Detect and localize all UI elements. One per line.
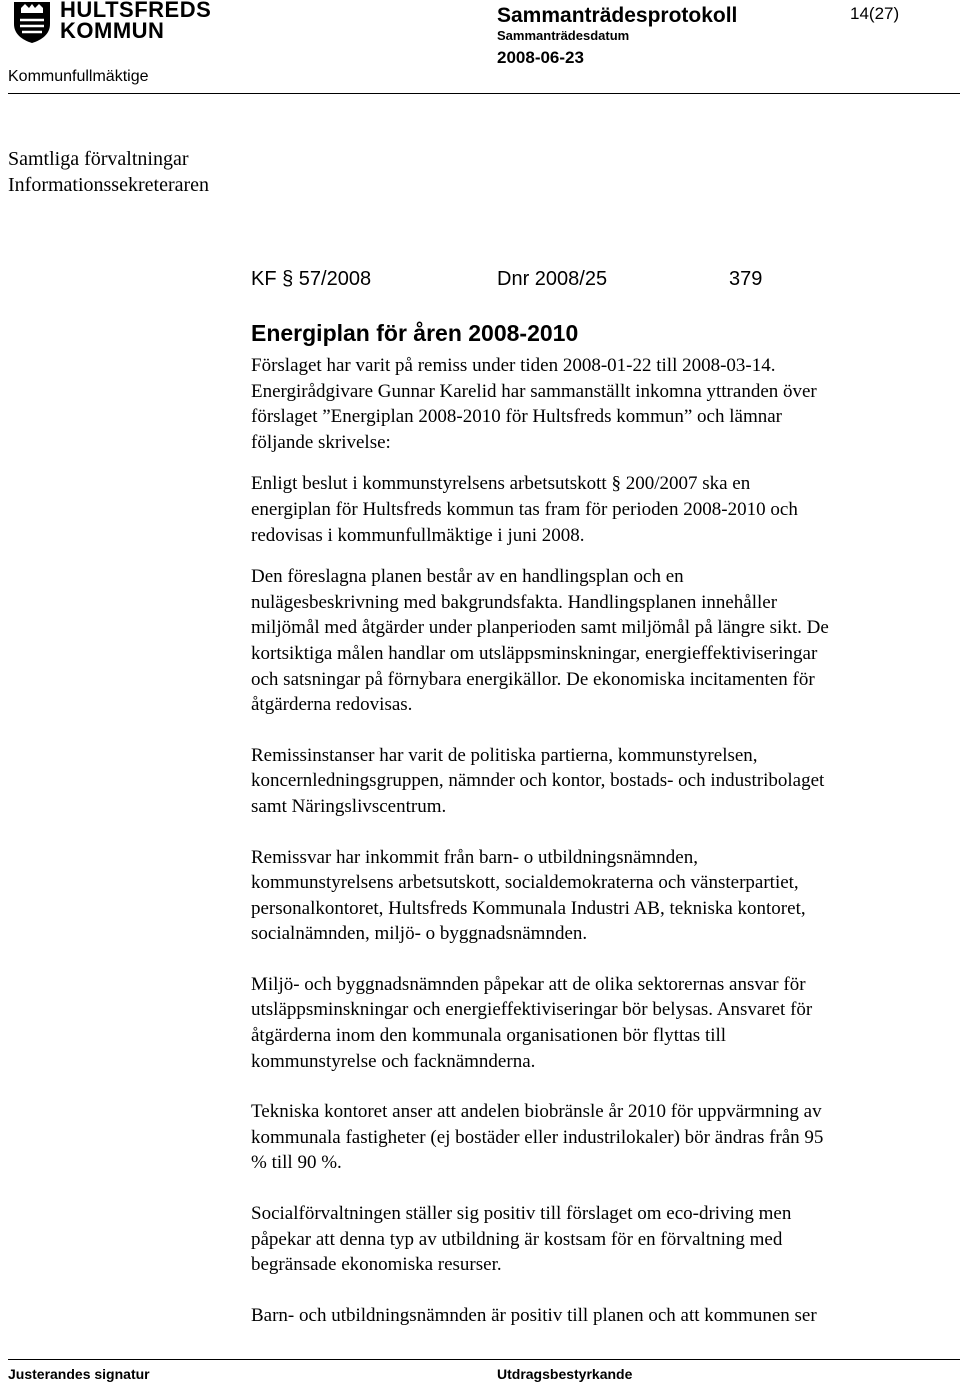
paragraph: Remissinstanser har varit de politiska partierna, kommunstyrelsen, koncernledningsgruppen, nämnder och kontor, bostads- och industribolaget samt Näringslivscentrum. <box>251 744 825 817</box>
municipal-shield-icon <box>12 0 52 44</box>
page-title: Energiplan för åren 2008-2010 <box>251 320 579 346</box>
page-number: 14(27) <box>850 4 900 23</box>
extract-certification-label: Utdragsbestyrkande <box>497 1366 633 1382</box>
case-number: 379 <box>729 268 763 290</box>
paragraph: Enligt beslut i kommunstyrelsens arbetsutskott § 200/2007 ska en energiplan för Hultsfreds kommun tas fram för perioden 2008-2010 och redovisas i kommunfullmäktige i juni 2008. <box>251 473 798 546</box>
header-divider <box>8 93 960 94</box>
signature-label: Justerandes signatur <box>8 1366 150 1382</box>
footer-divider <box>8 1359 960 1360</box>
body-text <box>251 353 931 1328</box>
paragraph: Remissvar har inkommit från barn- o utbildningsnämnden, kommunstyrelsens arbetsutskott, socialdemokraterna och vänsterpartiet, personalkontoret, Hultsfreds Kommunala Industri AB, tekniska kontoret, socialnämnden, miljö- o byggnadsnämnden. <box>251 846 806 945</box>
paragraph: Socialförvaltningen ställer sig positiv till förslaget om eco-driving men påpekar att denna typ av utbildning är kostsam för en förvaltning med begränsade ekonomiska resurser. <box>251 1203 792 1276</box>
paragraph: Tekniska kontoret anser att andelen biobränsle år 2010 för uppvärmning av kommunala fastigheter (ej bostäder eller industrilokaler) bör ändras från 95 % till 90 %. <box>251 1101 824 1174</box>
paragraph: Förslaget har varit på remiss under tiden 2008-01-22 till 2008-03-14. Energirådgivare Gunnar Karelid har sammanställt inkomna yttranden över förslaget ”Energiplan 2008-2010 för Hultsfreds kommun” och lämnar följande skrivelse: <box>251 355 817 453</box>
paragraph: Den föreslagna planen består av en handlingsplan och en nulägesbeskrivning med bakgrundsfakta. Handlingsplanen innehåller miljömål med åtgärder under planperioden samt miljömål på längre sikt. De kortsiktiga målen handlar om utsläppsminskningar, energieffektiviseringar och satsningar på förnybara energikällor. De ekonomiska incitamenten för åtgärderna redovisas. <box>251 566 829 716</box>
case-paragraph-ref: KF § 57/2008 <box>251 268 372 290</box>
date-label: Sammanträdesdatum <box>497 28 630 43</box>
logo-wordmark: HULTSFREDS KOMMUN <box>60 0 212 43</box>
recipient: Samtliga förvaltningar <box>8 148 189 170</box>
municipal-logo <box>8 0 212 44</box>
document-type: Sammanträdesprotokoll <box>497 4 738 27</box>
paragraph: Barn- och utbildningsnämnden är positiv till planen och att kommunen ser <box>251 1304 817 1326</box>
meeting-date: 2008-06-23 <box>497 48 584 67</box>
organ-name: Kommunfullmäktige <box>8 68 149 85</box>
recipient: Informationssekreteraren <box>8 174 210 196</box>
case-dnr: Dnr 2008/25 <box>497 268 608 290</box>
recipients <box>8 146 209 198</box>
paragraph: Miljö- och byggnadsnämnden påpekar att de olika sektorernas ansvar för utsläppsminskningar och energieffektiviseringar bör belysas. Ansvaret för åtgärderna inom den kommunala organisationen bör flyttas till kommunstyrelse och facknämnderna. <box>251 973 813 1072</box>
